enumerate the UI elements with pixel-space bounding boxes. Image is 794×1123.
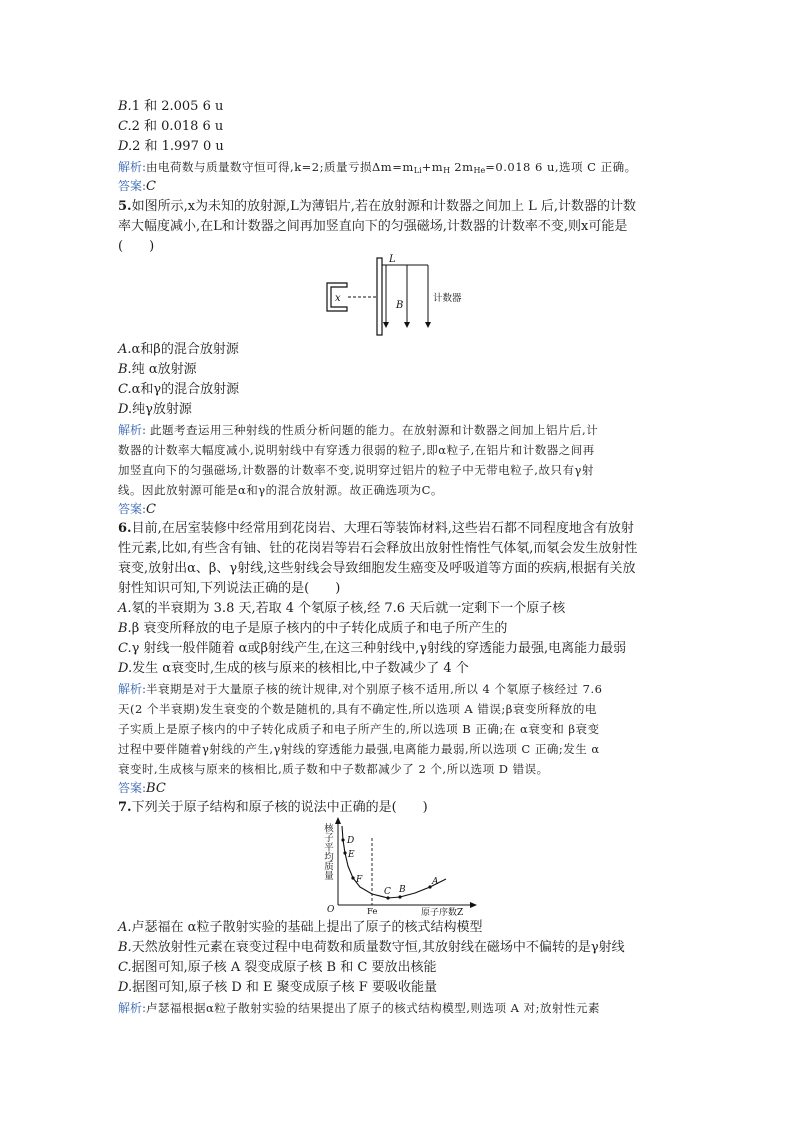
analysis-label: 解析: — [118, 1001, 147, 1015]
prev-answer-line — [118, 177, 156, 196]
option-text: 卢瑟福在 α粒子散射实验的基础上提出了原子的核式结构模型 — [131, 920, 483, 935]
option-label: D. — [118, 402, 133, 417]
q7-option-b — [118, 939, 625, 957]
q6-analysis-line — [118, 680, 602, 698]
question-number: 5. — [118, 199, 132, 214]
answer-label: 答案: — [118, 502, 147, 516]
stem-text: 性元素,比如,有些含有铀、钍的花岗岩等岩石会释放出放射性惰性气体氡,而氡会发生放射性 — [118, 541, 638, 556]
analysis-text: 天(2 个半衰期)发生衰变的个数是随机的,具有不确定性,所以选项 A 错误;β衰变所释放的电 — [118, 702, 597, 716]
option-label: D. — [118, 139, 133, 154]
q5-analysis-line — [118, 421, 598, 439]
analysis-label: 解析: — [118, 423, 147, 437]
analysis-text: 由电荷数与质量数守恒可得,k=2;质量亏损Δm=m — [146, 160, 414, 174]
q7-option-a — [118, 919, 482, 937]
analysis-text: 子实质上是原子核内的中子转化成质子和电子所产生的,所以选项 B 正确;在 α衰变和 β衰变 — [118, 722, 600, 736]
radiation-setup-figure — [320, 250, 470, 340]
option-label: C. — [118, 382, 132, 397]
option-label: C. — [118, 960, 132, 975]
q5-option-d — [118, 401, 192, 419]
point-f-label: F — [356, 875, 363, 885]
option-label: B. — [118, 940, 132, 955]
point-d — [341, 838, 344, 841]
option-text: β 衰变所释放的电子是原子核内的中子转化成质子和电子所产生的 — [131, 621, 508, 636]
option-label: C. — [118, 119, 132, 134]
field-arrow-icon — [404, 322, 410, 328]
fe-marker-label: Fe — [367, 907, 378, 917]
q6-analysis-line — [118, 760, 549, 778]
q5-option-a — [118, 341, 239, 359]
question-number: 7. — [118, 800, 132, 815]
y-axis-arrow-icon — [335, 817, 341, 824]
answer-label: 答案: — [118, 179, 147, 193]
q6-answer-line — [118, 779, 166, 798]
stem-text: 下列关于原子结构和原子核的说法中正确的是( ) — [131, 800, 428, 815]
analysis-text: 线。因此放射源可能是α和γ的混合放射源。故正确选项为C。 — [118, 483, 443, 497]
q5-option-c — [118, 381, 239, 399]
analysis-text: 卢瑟福根据α粒子散射实验的结果提出了原子的核式结构模型,则选项 A 对;放射性元素 — [146, 1001, 600, 1015]
q5-analysis-line — [118, 461, 594, 479]
q6-stem-line — [118, 520, 634, 538]
answer-value: C — [146, 502, 156, 517]
question-number: 6. — [118, 521, 132, 536]
option-label: A. — [118, 342, 132, 357]
magnetic-field-lines — [383, 265, 431, 328]
point-e — [343, 851, 346, 854]
point-b — [398, 895, 401, 898]
option-text: 2 和 1.997 0 u — [132, 139, 224, 154]
analysis-text: 数器的计数率大幅度减小,说明射线中有穿透力很弱的粒子,即α粒子,在铝片和计数器之间再 — [118, 443, 595, 457]
q5-answer-line — [118, 500, 156, 519]
analysis-text: 加竖直向下的匀强磁场,计数器的计数率不变,说明穿过铝片的粒子中无带电粒子,故只有γ射 — [118, 463, 594, 477]
stem-text: 如图所示,x为未知的放射源,L为薄铝片,若在放射源和计数器之间加上 L 后,计数器的计数 — [131, 199, 636, 214]
option-text: 1 和 2.005 6 u — [131, 99, 224, 114]
q5-stem-line — [118, 238, 154, 256]
option-text: 据图可知,原子核 A 裂变成原子核 B 和 C 要放出核能 — [131, 960, 437, 975]
option-text: α和β的混合放射源 — [131, 342, 239, 357]
analysis-label: 解析: — [118, 682, 147, 696]
foil-label: L — [389, 254, 396, 265]
option-text: 纯 α放射源 — [131, 362, 197, 377]
x-axis-arrow-icon — [470, 902, 477, 908]
option-text: 天然放射性元素在衰变过程中电荷数和质量数守恒,其放射线在磁场中不偏转的是γ射线 — [131, 940, 625, 955]
aluminum-foil — [377, 258, 382, 335]
q6-analysis-line — [118, 700, 597, 718]
q6-option-a — [118, 600, 565, 618]
point-f — [351, 876, 354, 879]
option-text: 据图可知,原子核 D 和 E 聚变成原子核 F 要吸收能量 — [132, 980, 437, 995]
analysis-text: 衰变时,生成核与原来的核相比,质子数和中子数都减少了 2 个,所以选项 D 错误。 — [118, 762, 549, 776]
option-label: A. — [118, 601, 132, 616]
field-label: B — [396, 300, 404, 311]
point-c-label: C — [384, 887, 391, 897]
analysis-label: 解析: — [118, 160, 147, 174]
source-label: x — [335, 293, 341, 304]
option-text: 氡的半衰期为 3.8 天,若取 4 个氡原子核,经 7.6 天后就一定剩下一个原子核 — [131, 601, 566, 616]
subscript-li: Li — [413, 166, 422, 175]
option-label: B. — [118, 362, 132, 377]
q6-option-d — [118, 660, 469, 678]
q6-analysis-line — [118, 740, 600, 758]
stem-text: 目前,在居室装修中经常用到花岗岩、大理石等装饰材料,这些岩石都不同程度地含有放射 — [131, 521, 634, 536]
option-label: B. — [118, 621, 132, 636]
field-arrow-icon — [383, 322, 389, 328]
prev-option-c — [118, 118, 223, 136]
option-label: B. — [118, 99, 132, 114]
analysis-text: 2m — [450, 160, 474, 174]
q7-option-d — [118, 979, 437, 997]
option-label: D. — [118, 980, 133, 995]
analysis-text: 过程中要伴随着γ射线的产生,γ射线的穿透能力最强,电离能力最弱,所以选项 C 正确;发生 α — [118, 742, 600, 756]
prev-option-d — [118, 138, 224, 156]
graph-y-axis-label: 核子平均质量 — [322, 823, 333, 880]
q5-analysis-line — [118, 441, 595, 459]
option-text: γ 射线一般伴随着 α或β射线产生,在这三种射线中,γ射线的穿透能力最强,电离能力最弱 — [131, 641, 627, 656]
q6-option-b — [118, 620, 507, 638]
q6-stem-line — [118, 580, 340, 598]
analysis-text: +m — [421, 160, 444, 174]
subscript-h: H — [443, 166, 451, 175]
graph-x-axis-label: 原子序数Z — [421, 908, 464, 918]
origin-label: O — [327, 905, 335, 915]
option-text: 2 和 0.018 6 u — [131, 119, 224, 134]
option-label: A. — [118, 920, 132, 935]
point-e-label: E — [348, 850, 355, 860]
answer-label: 答案: — [118, 781, 147, 795]
field-arrow-icon — [425, 322, 431, 328]
option-label: D. — [118, 661, 133, 676]
option-text: α和γ的混合放射源 — [131, 382, 240, 397]
q6-stem-line — [118, 560, 635, 578]
prev-option-b — [118, 98, 223, 116]
binding-mass-graph — [315, 812, 480, 917]
analysis-text: 半衰期是对于大量原子核的统计规律,对个别原子核不适用,所以 4 个氡原子核经过 7.6 — [146, 682, 603, 696]
q5-analysis-line — [118, 481, 443, 499]
option-text: 纯γ放射源 — [132, 402, 192, 417]
prev-analysis-line — [118, 158, 637, 176]
analysis-text: =0.018 6 u,选项 C 正确。 — [485, 160, 637, 174]
stem-text: 衰变,放射出α、β、γ射线,这些射线会导致细胞发生癌变及呼吸道等方面的疾病,根据有关放 — [118, 561, 636, 576]
stem-text: 率大幅度减小,在L和计数器之间再加竖直向下的匀强磁场,计数器的计数率不变,则x可能是 — [118, 219, 628, 234]
point-b-label: B — [399, 885, 406, 895]
q5-option-b — [118, 361, 197, 379]
answer-blank: ( ) — [118, 239, 155, 254]
q6-stem-line — [118, 540, 637, 558]
q7-option-c — [118, 959, 436, 977]
q5-stem-line — [118, 198, 636, 216]
point-a-label: A — [432, 877, 439, 887]
stem-text: 射性知识可知,下列说法正确的是( ) — [118, 581, 341, 596]
q5-stem-line — [118, 218, 627, 236]
point-d-label: D — [347, 836, 355, 846]
q6-analysis-line — [118, 720, 600, 738]
subscript-he: He — [473, 166, 486, 175]
q6-option-c — [118, 640, 626, 658]
counter-label: 计数器 — [433, 293, 462, 304]
answer-value: C — [146, 179, 156, 194]
answer-value: BC — [146, 781, 166, 796]
option-text: 发生 α衰变时,生成的核与原来的核相比,中子数减少了 4 个 — [132, 661, 469, 676]
q7-analysis-line — [118, 999, 600, 1017]
analysis-text: 此题考查运用三种射线的性质分析问题的能力。在放射源和计数器之间加上铝片后,计 — [150, 423, 599, 437]
option-label: C. — [118, 641, 132, 656]
